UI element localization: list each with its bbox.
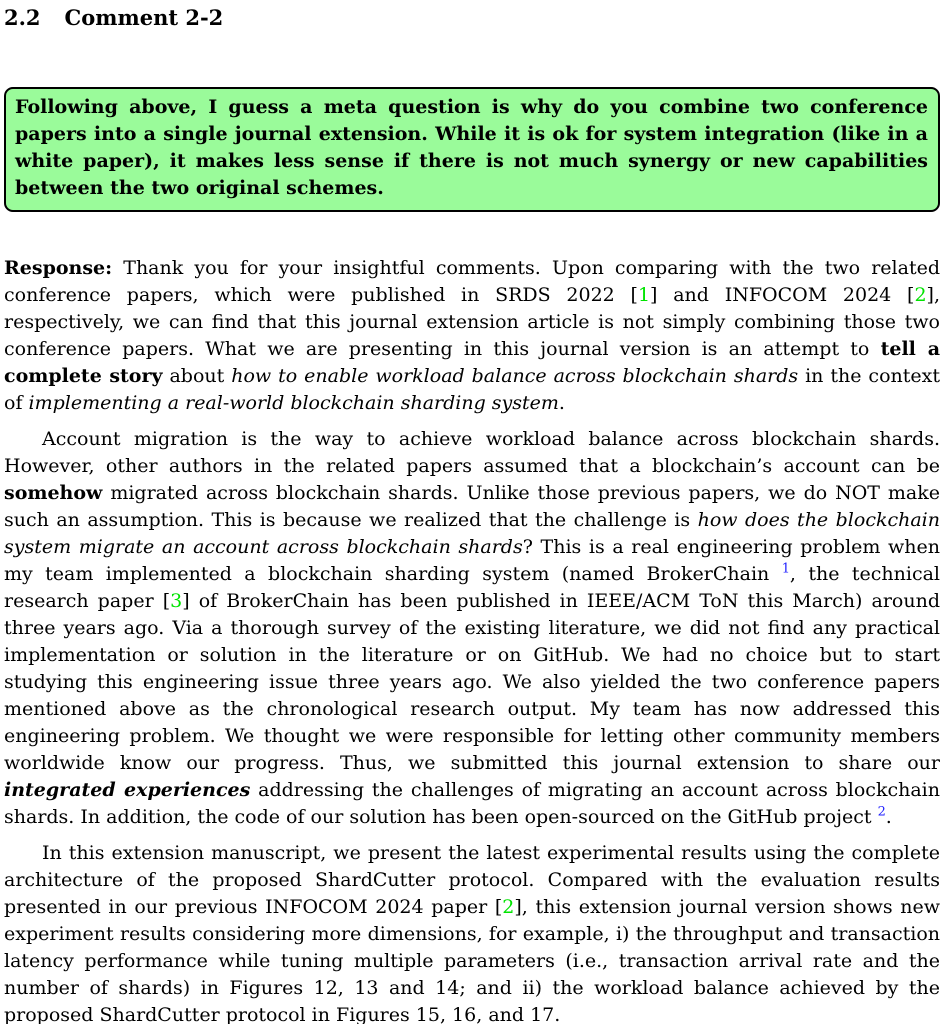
text-run: ], this extension journal version shows new experiment results considering more dimensions, for example, i) the throughput and transaction latency performance while tuning multiple parameters (i.e., transaction arrival rate and the number of shards) in Figures 12, 13 and 14; and ii) the workload balance achieved by the proposed ShardCutter protocol in Figures 15, 16, and 17. (4, 896, 940, 1024)
text-run: ? This is a real engineering problem when my team implemented a blockchain sharding system (named BrokerChain (4, 536, 940, 585)
section-number: 2.2 (4, 5, 41, 30)
citation-number[interactable]: 2 (914, 284, 927, 306)
text-run: In this extension manuscript, we present the latest experimental results using the complete architecture of the proposed ShardCutter protocol. Compared with the evaluation results presented in our previous INFOCOM 2024 paper [ (4, 842, 940, 918)
response-block (4, 255, 940, 1024)
text-run: Account migration is the way to achieve workload balance across blockchain shards. However, other authors in the related papers assumed that a blockchain’s account can be (4, 428, 940, 477)
text-run: implementing a real-world blockchain sharding system (28, 392, 559, 414)
text-run: . (558, 392, 565, 414)
citation-number[interactable]: 2 (502, 896, 515, 918)
reviewer-comment-box (4, 87, 940, 212)
text-run: addressing the challenges of migrating an account across blockchain shards. In addition, the code of our solution has been open-sourced on the GitHub project (4, 779, 940, 828)
text-run: ] of BrokerChain has been published in IEEE/ACM ToN this March) around three years ago. Via a thorough survey of the existing literature, we did not find any practical implementation or solution in the literature or on GitHub. We had no choice but to start studying this engineering issue three years ago. We also yielded the two conference papers mentioned above as the chronological research output. My team has now addressed this engineering problem. We thought we were responsible for letting other community members worldwide know our progress. Thus, we submitted this journal extension to share our (4, 590, 940, 774)
text-run: ] and INFOCOM 2024 [ (650, 284, 915, 306)
text-run: tell a complete story (4, 338, 940, 387)
response-paragraph-2 (4, 426, 940, 831)
text-run: how does the blockchain system migrate an account across blockchain shards (4, 509, 940, 558)
text-run: somehow (4, 482, 103, 504)
text-run: migrated across blockchain shards. Unlike those previous papers, we do NOT make such an assumption. This is because we realized that the challenge is (4, 482, 940, 531)
response-paragraph-3 (4, 840, 940, 1024)
text-run: how to enable workload balance across blockchain shards (231, 365, 799, 387)
text-run: integrated experiences (4, 779, 251, 801)
footnote-marker[interactable]: 1 (781, 561, 790, 577)
response-paragraph-1 (4, 255, 940, 417)
footnote-marker[interactable]: 2 (877, 804, 886, 820)
section-title: Comment 2-2 (64, 5, 224, 30)
text-run: , the technical research paper [ (4, 563, 940, 612)
text-run: Following above, I guess a meta question is why do you combine two conference papers into a single journal extension. While it is ok for system integration (like in a white paper), it makes less sense if there is not much synergy or new capabilities between the two original schemes. (15, 96, 928, 199)
text-run: Response: (4, 257, 113, 279)
text-run: Thank you for your insightful comments. Upon comparing with the two related conference papers, which were published in SRDS 2022 [ (4, 257, 940, 306)
citation-number[interactable]: 1 (637, 284, 651, 306)
text-run: about (162, 365, 232, 387)
citation-number[interactable]: 3 (170, 590, 183, 612)
text-run: ], respectively, we can find that this journal extension article is not simply combining those two conference papers. What we are presenting in this journal version is an attempt to (4, 284, 940, 360)
text-run: . (885, 806, 892, 828)
section-heading (4, 5, 940, 30)
text-run: in the context of (4, 365, 940, 414)
